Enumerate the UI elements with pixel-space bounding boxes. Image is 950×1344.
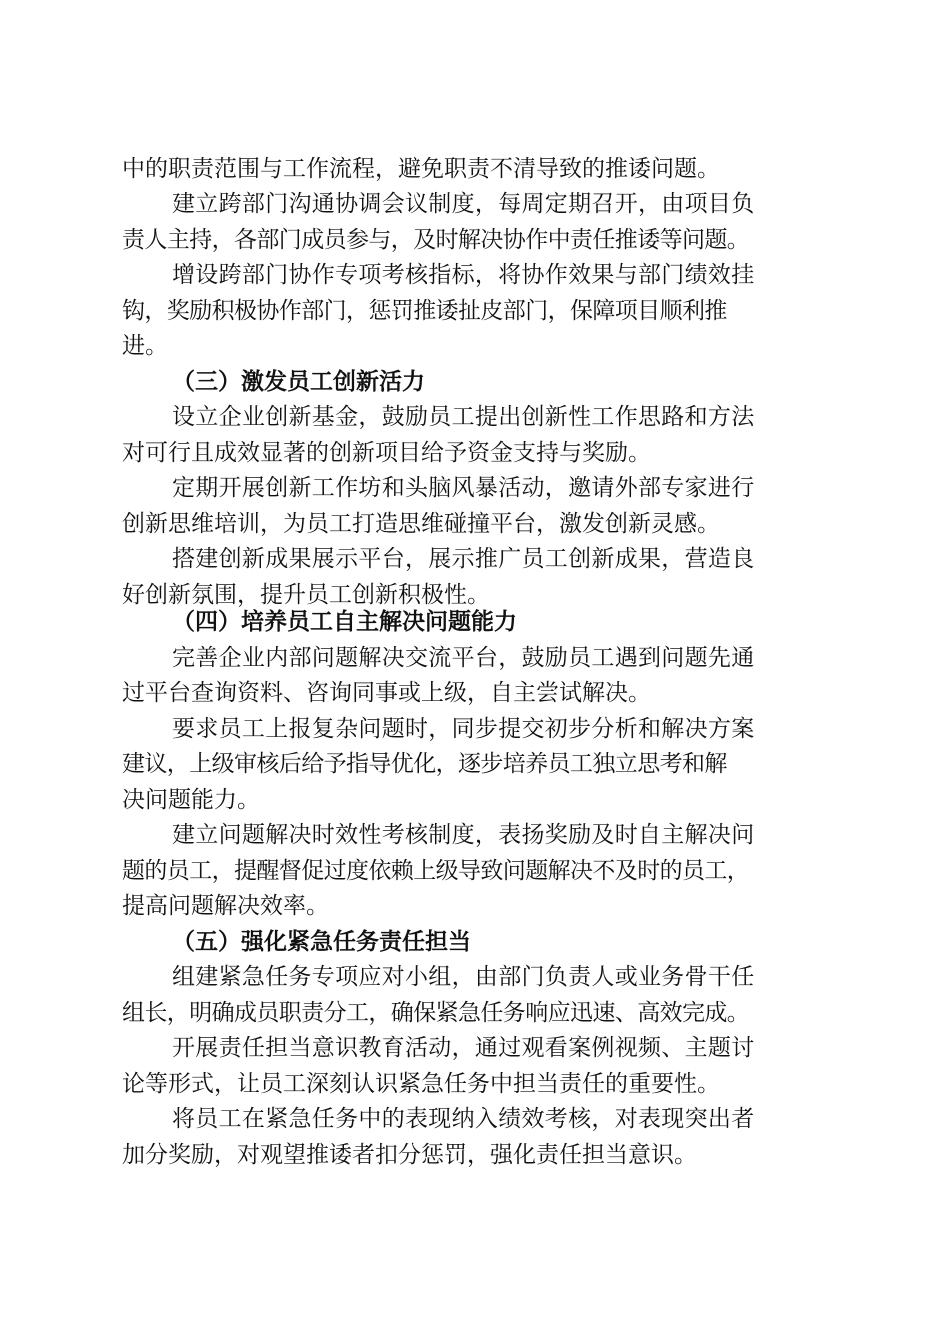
text-line: 决问题能力。	[122, 787, 260, 813]
text-line: 建立跨部门沟通协调会议制度，每周定期召开，由项目负	[172, 191, 755, 217]
text-line: 提高问题解决效率。	[122, 893, 329, 919]
text-line: 建议，上级审核后给予指导优化，逐步培养员工独立思考和解	[122, 751, 727, 777]
text-line: 中的职责范围与工作流程，避免职责不清导致的推诿问题。	[122, 156, 720, 182]
text-line: 进。	[122, 333, 168, 359]
text-line: 创新思维培训，为员工打造思维碰撞平台，激发创新灵感。	[122, 511, 720, 537]
text-line: 设立企业创新基金，鼓励员工提出创新性工作思路和方法	[172, 404, 755, 430]
text-line: 完善企业内部问题解决交流平台，鼓励员工遇到问题先通	[172, 645, 755, 671]
text-line: 要求员工上报复杂问题时，同步提交初步分析和解决方案	[172, 716, 755, 742]
text-line: 对可行且成效显著的创新项目给予资金支持与奖励。	[122, 440, 651, 466]
text-line: 将员工在紧急任务中的表现纳入绩效考核，对表现突出者	[172, 1106, 755, 1132]
section-heading: （三）激发员工创新活力	[172, 369, 425, 395]
section-heading: （四）培养员工自主解决问题能力	[172, 609, 517, 635]
text-line: 定期开展创新工作坊和头脑风暴活动，邀请外部专家进行	[172, 475, 755, 501]
text-line: 增设跨部门协作专项考核指标，将协作效果与部门绩效挂	[172, 262, 755, 288]
text-line: 过平台查询资料、咨询同事或上级，自主尝试解决。	[122, 680, 651, 706]
text-line: 组建紧急任务专项应对小组，由部门负责人或业务骨干任	[172, 964, 755, 990]
text-line: 钩，奖励积极协作部门，惩罚推诿扯皮部门，保障项目顺利推	[122, 298, 727, 324]
text-line: 开展责任担当意识教育活动，通过观看案例视频、主题讨	[172, 1035, 755, 1061]
text-line: 组长，明确成员职责分工，确保紧急任务响应迅速、高效完成。	[122, 1000, 750, 1026]
text-line: 好创新氛围，提升员工创新积极性。	[122, 582, 490, 608]
text-line: 搭建创新成果展示平台，展示推广员工创新成果，营造良	[172, 546, 755, 572]
text-line: 题的员工，提醒督促过度依赖上级导致问题解决不及时的员工，	[122, 858, 750, 884]
section-heading: （五）强化紧急任务责任担当	[172, 929, 471, 955]
text-line: 建立问题解决时效性考核制度，表扬奖励及时自主解决问	[172, 822, 755, 848]
text-line: 论等形式，让员工深刻认识紧急任务中担当责任的重要性。	[122, 1071, 720, 1097]
text-line: 加分奖励，对观望推诿者扣分惩罚，强化责任担当意识。	[122, 1142, 697, 1168]
text-line: 责人主持，各部门成员参与，及时解决协作中责任推诿等问题。	[122, 227, 750, 253]
